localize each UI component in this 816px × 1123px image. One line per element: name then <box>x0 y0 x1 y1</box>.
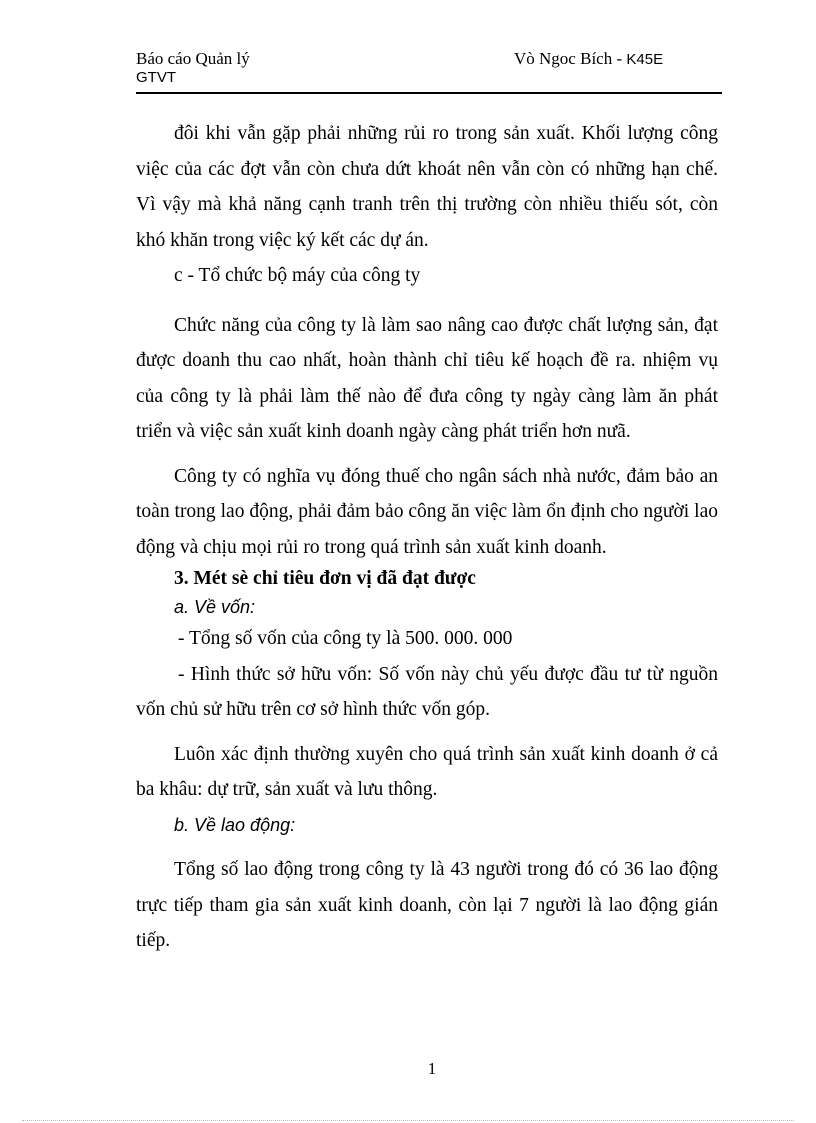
document-body <box>136 116 718 959</box>
section-heading-c: c - Tổ chức bộ máy của công ty <box>174 265 421 286</box>
header-report-subtitle: GTVT <box>136 69 176 86</box>
bullet-item: - Hình thức sở hữu vốn: Số vốn này chủ yếu được đầu tư từ nguồn vốn chủ sử hữu trên cơ sở hình thức vốn góp. <box>136 663 718 720</box>
page-number: 1 <box>427 1059 437 1078</box>
paragraph: Công ty có nghĩa vụ đóng thuế cho ngân sách nhà nước, đảm bảo an toàn trong lao động, phải đảm bảo công ăn việc làm ổn định cho người lao động và chịu mọi rủi ro trong quá trình sản xuất kinh doanh. <box>136 465 718 558</box>
paragraph: Chức năng của công ty là làm sao nâng cao được chất lượng sản, đạt được doanh thu cao nhất, hoàn thành chỉ tiêu kế hoạch đề ra. nhiệm vụ của công ty là phải làm thế nào để đưa công ty ngày càng làm ăn phát triển và việc sản xuất kinh doanh ngày càng phát triển hơn nưã. <box>136 314 718 442</box>
subsection-heading-a: a. Về vốn: <box>174 597 256 617</box>
bullet-item: - Tổng số vốn của công ty là 500. 000. 000 <box>178 628 513 649</box>
section-heading-3: 3. Mét sè chỉ tiêu đơn vị đã đạt được <box>174 568 476 589</box>
page-header <box>136 48 722 94</box>
page-bottom-divider <box>22 1120 794 1121</box>
header-author <box>514 49 663 69</box>
paragraph: Tổng số lao động trong công ty là 43 người trong đó có 36 lao động trực tiếp tham gia sản xuất kinh doanh, còn lại 7 người là lao động gián tiếp. <box>136 859 718 951</box>
header-author-class: K45E <box>626 51 664 68</box>
subsection-heading-b: b. Về lao động: <box>174 814 296 835</box>
header-author-name: Vò Ngoc Bích - <box>514 49 627 68</box>
paragraph: Luôn xác định thường xuyên cho quá trình sản xuất kinh doanh ở cả ba khâu: dự trữ, sản xuất và lưu thông. <box>136 743 718 800</box>
header-report-title: Báo cáo Quản lý <box>136 49 250 68</box>
paragraph: đôi khi vẫn gặp phải những rủi ro trong sản xuất. Khối lượng công việc của các đợt vẫn còn chưa dứt khoát nên vẫn còn có những hạn chế. Vì vậy mà khả năng cạnh tranh trên thị trường còn nhiều thiếu sót, còn khó khăn trong việc ký kết các dự án. <box>136 123 718 251</box>
